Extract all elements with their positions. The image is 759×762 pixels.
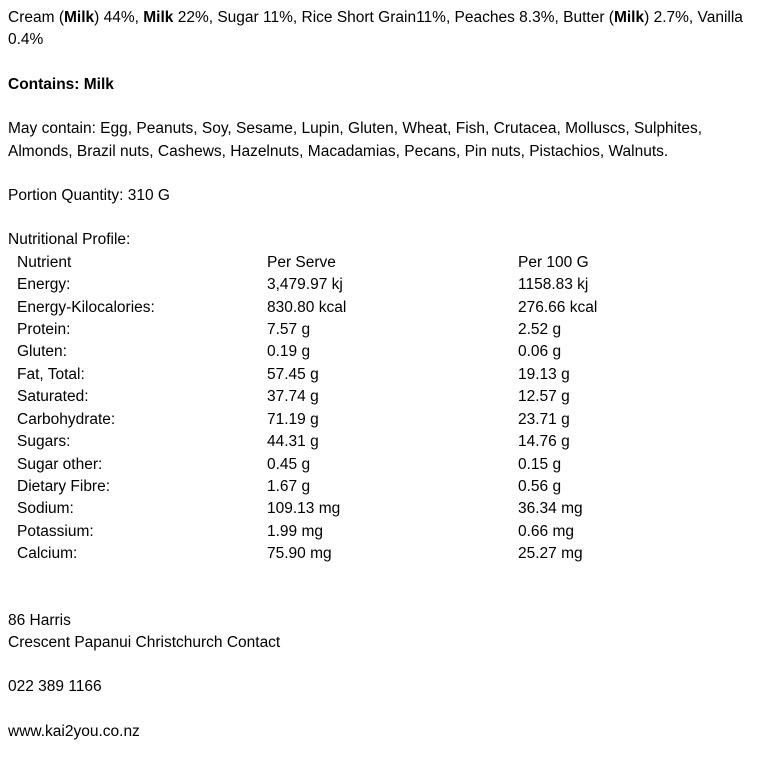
nutrient-name: Energy: bbox=[17, 276, 71, 294]
phone-number: 022 389 1166 bbox=[8, 678, 102, 696]
allergen-milk: Milk bbox=[63, 9, 95, 26]
per-serve-value: 109.13 mg bbox=[267, 500, 341, 518]
nutrition-row bbox=[17, 431, 718, 453]
allergen-milk: Milk bbox=[143, 9, 174, 26]
per-100g-value: 14.76 g bbox=[518, 433, 570, 451]
per-serve-value: 1.67 g bbox=[267, 477, 311, 495]
ingredients-text bbox=[8, 7, 751, 52]
nutrient-name: Sugars: bbox=[17, 433, 71, 451]
nutrition-row bbox=[17, 498, 718, 520]
per-serve-value: 0.45 g bbox=[267, 455, 311, 473]
per-100g-value: 12.57 g bbox=[518, 388, 570, 406]
nutrient-name: Dietary Fibre: bbox=[17, 477, 111, 495]
per-serve-value: 44.31 g bbox=[267, 433, 319, 451]
per-100g-value: 25.27 mg bbox=[518, 545, 583, 563]
per-serve-value: 75.90 mg bbox=[267, 545, 332, 563]
header-per-100g: Per 100 G bbox=[518, 253, 589, 271]
nutrient-name: Gluten: bbox=[17, 343, 67, 361]
address bbox=[8, 610, 751, 655]
nutrient-name: Carbohydrate: bbox=[17, 410, 116, 428]
per-serve-value: 830.80 kcal bbox=[267, 298, 347, 316]
per-100g-value: 2.52 g bbox=[518, 321, 562, 339]
per-serve-value: 3,479.97 kj bbox=[267, 276, 343, 294]
nutrition-row bbox=[17, 386, 718, 408]
nutrition-row bbox=[17, 521, 718, 543]
nutrition-row bbox=[17, 297, 718, 319]
nutrition-row bbox=[17, 543, 718, 565]
nutrition-row bbox=[17, 454, 718, 476]
nutrient-name: Sodium: bbox=[17, 500, 74, 518]
contains-statement: Contains: Milk bbox=[8, 75, 114, 93]
per-100g-value: 23.71 g bbox=[518, 410, 570, 428]
nutrition-row bbox=[17, 476, 718, 498]
per-100g-value: 0.56 g bbox=[518, 477, 562, 495]
nutrition-row bbox=[17, 364, 718, 386]
nutrient-name: Energy-Kilocalories: bbox=[17, 298, 155, 316]
nutrient-name: Saturated: bbox=[17, 388, 89, 406]
header-nutrient: Nutrient bbox=[17, 253, 72, 271]
nutrient-name: Calcium: bbox=[17, 545, 78, 563]
nutrition-table bbox=[17, 252, 718, 566]
nutrient-name: Sugar other: bbox=[17, 455, 103, 473]
per-serve-value: 0.19 g bbox=[267, 343, 311, 361]
nutrition-header-row bbox=[17, 252, 718, 274]
address-line-2: Crescent Papanui Christchurch Contact bbox=[8, 633, 281, 651]
nutrition-row bbox=[17, 274, 718, 296]
per-serve-value: 1.99 mg bbox=[267, 522, 324, 540]
address-line-1: 86 Harris bbox=[8, 611, 71, 629]
may-contain-statement: May contain: Egg, Peanuts, Soy, Sesame, Lupin, Gluten, Wheat, Fish, Crutacea, Molluscs, Sulphites, Almonds, Brazil nuts, Cashews, Hazelnuts, Macadamias, Pecans, Pin nuts, Pistachios, Walnuts. bbox=[8, 120, 703, 160]
ingredients-part: ) 2.7%, Vanilla 0.4% bbox=[8, 9, 743, 49]
per-100g-value: 1158.83 kj bbox=[518, 276, 589, 294]
ingredients-part: Cream ( bbox=[8, 9, 64, 26]
allergen-milk: Milk bbox=[613, 9, 645, 26]
nutrition-row bbox=[17, 409, 718, 431]
website-link: www.kai2you.co.nz bbox=[8, 722, 140, 740]
header-per-serve: Per Serve bbox=[267, 253, 336, 271]
per-100g-value: 0.15 g bbox=[518, 455, 562, 473]
ingredients-part: ) 44%, bbox=[94, 9, 144, 26]
nutrition-row bbox=[17, 341, 718, 363]
ingredients-part: 22%, Sugar 11%, Rice Short Grain11%, Peaches 8.3%, Butter ( bbox=[173, 9, 614, 26]
nutrition-row bbox=[17, 319, 718, 341]
per-100g-value: 0.66 mg bbox=[518, 522, 575, 540]
per-100g-value: 0.06 g bbox=[518, 343, 562, 361]
per-serve-value: 57.45 g bbox=[267, 365, 319, 383]
per-serve-value: 7.57 g bbox=[267, 321, 311, 339]
per-100g-value: 19.13 g bbox=[518, 365, 570, 383]
nutrient-name: Fat, Total: bbox=[17, 365, 85, 383]
per-serve-value: 71.19 g bbox=[267, 410, 319, 428]
portion-quantity: Portion Quantity: 310 G bbox=[8, 187, 170, 205]
per-serve-value: 37.74 g bbox=[267, 388, 319, 406]
nutrient-name: Protein: bbox=[17, 321, 71, 339]
nutrition-title: Nutritional Profile: bbox=[8, 231, 131, 249]
nutrient-name: Potassium: bbox=[17, 522, 94, 540]
per-100g-value: 36.34 mg bbox=[518, 500, 583, 518]
per-100g-value: 276.66 kcal bbox=[518, 298, 598, 316]
